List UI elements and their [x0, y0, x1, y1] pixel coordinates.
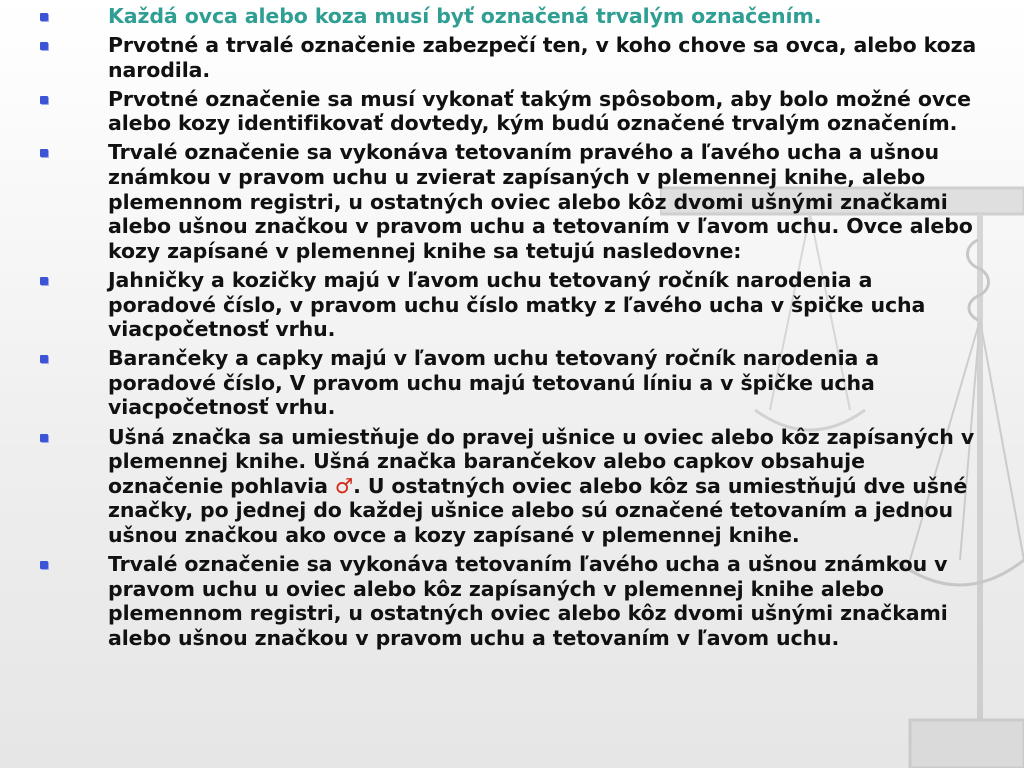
square-bullet-icon	[40, 561, 48, 569]
bullet-item-5	[40, 268, 980, 342]
bullet-text-7-after: . U ostatných oviec alebo kôz sa umiestňujú dve ušné značky, po jednej do každej ušnice alebo sú označené tetovaním a jednou ušnou značkou ako ovce a kozy zapísané v plemennej knihe.	[108, 473, 968, 547]
bullet-text-6: Barančeky a capky majú v ľavom uchu tetovaný ročník narodenia a poradové číslo, V pravom uchu majú tetovanú líniu a v špičke ucha viacpočetnosť vrhu.	[108, 346, 880, 420]
male-symbol-icon: ♂	[334, 473, 354, 498]
bullet-item-3	[40, 87, 980, 136]
square-bullet-icon	[40, 42, 48, 50]
bullet-text-2: Prvotné a trvalé označenie zabezpečí ten, v koho chove sa ovca, alebo koza narodila.	[108, 33, 977, 82]
bullet-item-2	[40, 33, 980, 82]
bullet-item-8	[40, 552, 980, 650]
bullet-text-7-before: Ušná značka sa umiestňuje do pravej ušnice u oviec alebo kôz zapísaných v plemennej knihe. Ušná značka barančekov alebo capkov obsahuje označenie pohlavia	[108, 424, 975, 498]
bullet-text-1: Každá ovca alebo koza musí byť označená trvalým označením.	[108, 4, 822, 28]
bullet-text-8: Trvalé označenie sa vykonáva tetovaním ľavého ucha a ušnou známkou v pravom uchu u oviec alebo kôz zapísaných v plemennej knihe alebo plemennom registri, u ostatných oviec alebo kôz dvomi ušnými značkami alebo ušnou značkou v pravom uchu a tetovaním v ľavom uchu.	[108, 551, 948, 650]
bullet-text-3: Prvotné označenie sa musí vykonať takým spôsobom, aby bolo možné ovce alebo kozy identifikovať dovtedy, kým budú označené trvalým označením.	[108, 86, 971, 136]
square-bullet-icon	[40, 355, 48, 363]
square-bullet-icon	[40, 13, 48, 21]
bullet-item-1	[40, 4, 980, 29]
bullet-item-6	[40, 346, 980, 420]
square-bullet-icon	[40, 277, 48, 285]
bullet-item-4	[40, 140, 980, 263]
bullet-list	[40, 4, 980, 655]
square-bullet-icon	[40, 149, 48, 157]
square-bullet-icon	[40, 96, 48, 104]
bullet-item-7	[40, 425, 980, 548]
bullet-text-5: Jahničky a kozičky majú v ľavom uchu tetovaný ročník narodenia a poradové číslo, v pravom uchu číslo matky z ľavého ucha v špičke ucha viacpočetnosť vrhu.	[108, 267, 926, 342]
square-bullet-icon	[40, 434, 48, 442]
bullet-text-4: Trvalé označenie sa vykonáva tetovaním pravého a ľavého ucha a ušnou známkou v pravom uchu u zvierat zapísaných v plemennej knihe, alebo plemennom registri, u ostatných oviec alebo kôz dvomi ušnými značkami alebo ušnou značkou v pravom uchu a tetovaním v ľavom uchu. Ovce alebo kozy zapísané v plemennej knihe sa tetujú nasledovne:	[108, 140, 973, 263]
